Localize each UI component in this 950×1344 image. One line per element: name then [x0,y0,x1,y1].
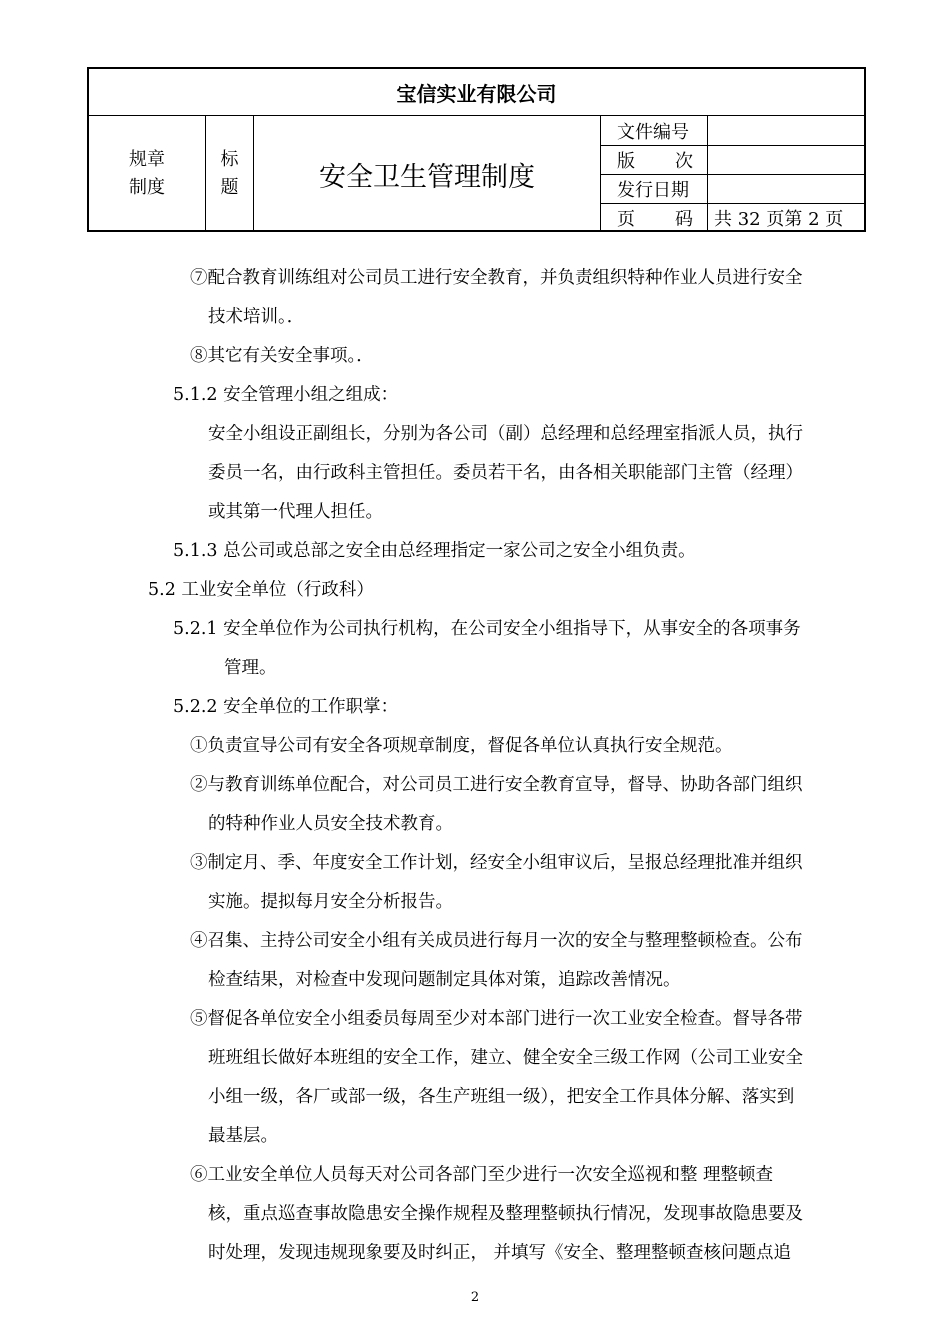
section-heading: 5.2.2 安全单位的工作职掌： [173,697,399,717]
issue-date-label: 发行日期 [617,180,689,201]
doc-no-label: 文件编号 [617,121,689,143]
document-title: 安全卫生管理制度 [319,161,535,193]
section-heading: 5.2.1 安全单位作为公司执行机构，在公司安全小组指导下，从事安全的各项事务 [173,619,801,639]
category-cell [89,116,205,232]
category-line-2: 制度 [129,177,165,198]
body-line: ③制定月、季、年度安全工作计划，经安全小组审议后，呈报总经理批准并组织 [190,853,803,873]
section-heading: 5.1.3 总公司或总部之安全由总经理指定一家公司之安全小组负责。 [173,541,696,561]
version-label-a: 版 [617,151,635,172]
page-count-value: 共 32 页第 2 页 [714,209,844,230]
page-label-a: 页 [617,209,635,230]
page-number: 2 [470,1290,480,1305]
page-label [601,204,707,232]
company-name: 宝信实业有限公司 [89,69,864,116]
document-header-table [87,67,866,232]
category-line-1: 规章 [129,149,165,170]
body-line: 实施。提拟每月安全分析报告。 [208,892,453,912]
body-line: 安全小组设正副组长，分别为各公司（副）总经理和总经理室指派人员，执行 [208,424,803,444]
page-label-b: 码 [675,209,693,230]
version-value [708,146,864,174]
version-label-b: 次 [675,151,693,172]
body-line: 的特种作业人员安全技术教育。 [208,814,453,834]
version-label [601,146,707,174]
body-line: 小组一级，各厂或部一级，各生产班组一级），把安全工作具体分解、落实到 [208,1087,795,1107]
body-line: ⑥工业安全单位人员每天对公司各部门至少进行一次安全巡视和整 理整顿查 [190,1165,774,1185]
title-label-line-1: 标 [220,149,239,170]
title-label-line-2: 题 [220,177,239,198]
body-line: ⑦配合教育训练组对公司员工进行安全教育，并负责组织特种作业人员进行安全 [190,268,803,288]
body-line: ⑧其它有关安全事项。． [190,346,374,366]
doc-no-value [708,116,864,145]
body-line: 委员一名，由行政科主管担任。委员若干名，由各相关职能部门主管（经理） [208,463,803,483]
body-line: 核，重点巡查事故隐患安全操作规程及整理整顿执行情况，发现事故隐患要及 [208,1204,803,1224]
body-line: 时处理，发现违规现象要及时纠正， 并填写《安全、整理整顿查核问题点追 [208,1243,792,1263]
section-heading: 5.1.2 安全管理小组之组成： [173,385,399,405]
body-line: 班班组长做好本班组的安全工作，建立、健全安全三级工作网（公司工业安全 [208,1048,803,1068]
body-line: 管理。 [224,658,277,678]
section-heading: 5.2 工业安全单位（行政科） [148,580,374,600]
body-line: ⑤督促各单位安全小组委员每周至少对本部门进行一次工业安全检查。督导各带 [190,1009,803,1029]
body-line: 检查结果，对检查中发现问题制定具体对策，追踪改善情况。 [208,970,681,990]
issue-date-value [708,175,864,203]
body-line: 技术培训。． [208,307,305,327]
body-line: ④召集、主持公司安全小组有关成员进行每月一次的安全与整理整顿检查。公布 [190,931,803,951]
body-line: ②与教育训练单位配合，对公司员工进行安全教育宣导，督导、协助各部门组织 [190,775,803,795]
body-line: 或其第一代理人担任。 [208,502,383,522]
title-label-cell [206,116,253,232]
body-line: ①负责宣导公司有安全各项规章制度，督促各单位认真执行安全规范。 [190,736,733,756]
body-line: 最基层。 [208,1126,278,1146]
